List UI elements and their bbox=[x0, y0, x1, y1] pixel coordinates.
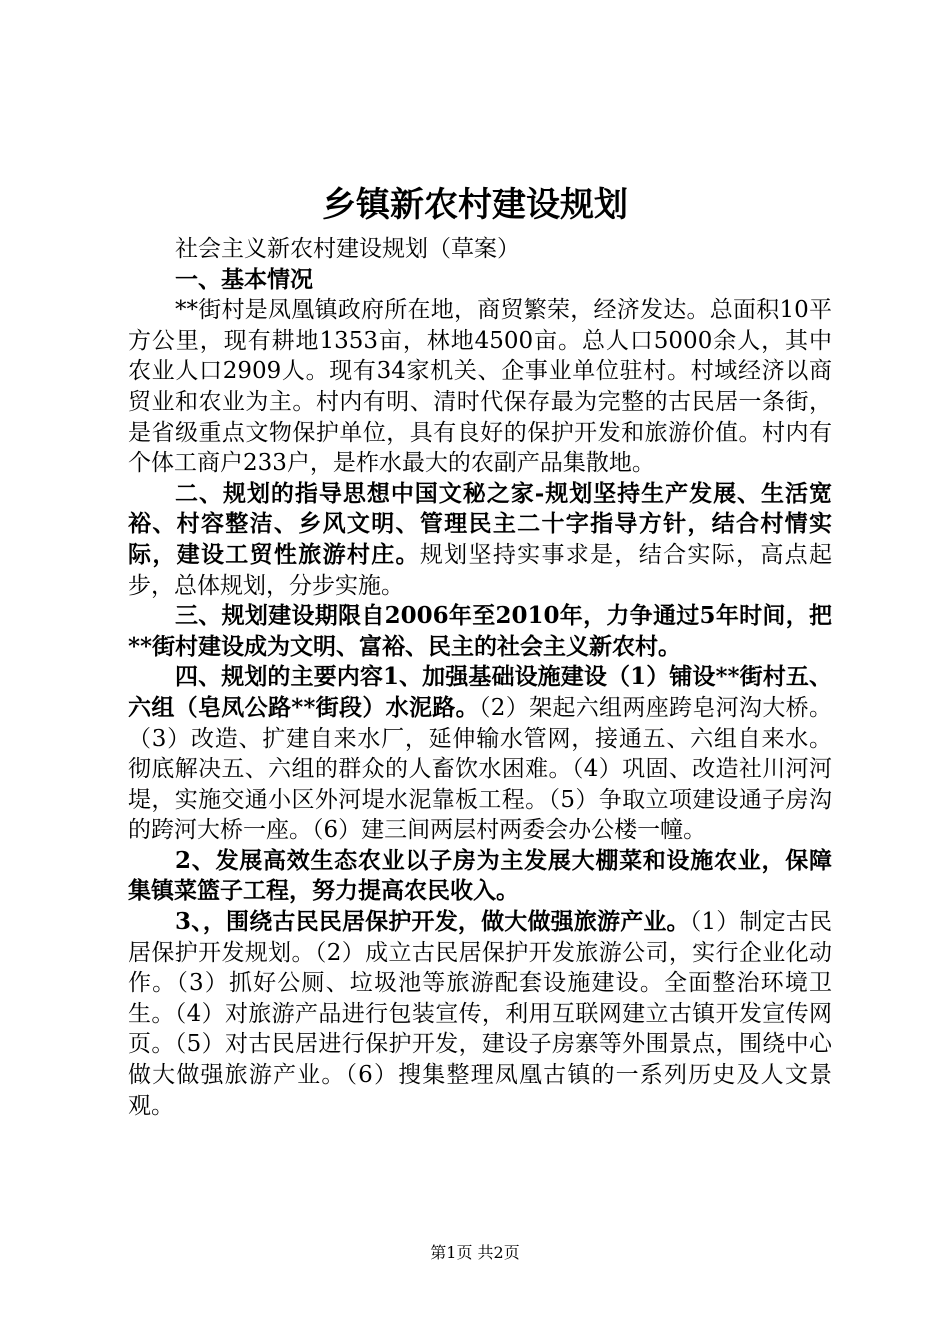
section-1-paragraph: **街村是凤凰镇政府所在地，商贸繁荣，经济发达。总面积10平方公里，现有耕地1353亩，林地4500亩。总人口5000余人，其中农业人口2909人。现有34家机关、企事业单位驻村。村域经济以商贸业和农业为主。村内有明、清时代保存最为完整的古民居一条街，是省级重点文物保护单位，具有良好的保护开发和旅游价值。村内有个体工商户233户，是柞水最大的农副产品集散地。 bbox=[128, 297, 832, 477]
item-3-paragraph bbox=[128, 907, 832, 1121]
document-title: 乡镇新农村建设规划 bbox=[322, 185, 628, 225]
section-1-heading: 一、基本情况 bbox=[175, 265, 313, 293]
document-body bbox=[128, 234, 832, 1121]
section-2-bold-text: 二、规划的指导思想中国文秘之家-规划坚持生产发展、生活宽裕、村容整洁、乡风文明、管理民主二十字指导方针，结合村情实际，建设工贸性旅游村庄。 bbox=[128, 479, 832, 568]
item-3-text: （1）制定古民居保护开发规划。（2）成立古民居保护开发旅游公司，实行企业化动作。（3）抓好公厕、垃圾池等旅游配套设施建设。全面整治环境卫生。（4）对旅游产品进行包装宣传，利用互联网建立古镇开发宣传网页。（5）对古民居进行保护开发，建设子房寨等外围景点，围绕中心做大做强旅游产业。（6）搜集整理凤凰古镇的一系列历史及人文景观。 bbox=[128, 909, 832, 1119]
item-3-bold-text: 3、，围绕古民民居保护开发，做大做强旅游产业。 bbox=[175, 908, 690, 936]
section-4-paragraph bbox=[128, 662, 832, 846]
section-3-paragraph: 三、规划建设期限自2006年至2010年，力争通过5年时间，把**街村建设成为文明、富裕、民主的社会主义新农村。 bbox=[128, 602, 832, 660]
section-4-bold-text: 四、规划的主要内容1、加强基础设施建设（1）铺设**街村五、六组（皂凤公路**街段）水泥路。 bbox=[128, 663, 832, 721]
section-2-paragraph bbox=[128, 479, 832, 601]
subtitle-paragraph: 社会主义新农村建设规划（草案） bbox=[175, 236, 520, 262]
item-2-paragraph: 2、发展高效生态农业以子房为主发展大棚菜和设施农业，保障集镇菜篮子工程，努力提高农民收入。 bbox=[128, 846, 832, 905]
section-4-text: （2）架起六组两座跨皂河沟大桥。（3）改造、扩建自来水厂，延伸输水管网，接通五、六组自来水。彻底解决五、六组的群众的人畜饮水困难。（4）巩固、改造社川河河堤，实施交通小区外河堤水泥靠板工程。（5）争取立项建设通子房沟的跨河大桥一座。（6）建三间两层村两委会办公楼一幢。 bbox=[128, 694, 833, 844]
section-2-text: 规划坚持实事求是，结合实际，高点起步，总体规划，分步实施。 bbox=[128, 541, 833, 599]
page-number-footer: 第1页 共2页 bbox=[430, 1243, 520, 1262]
